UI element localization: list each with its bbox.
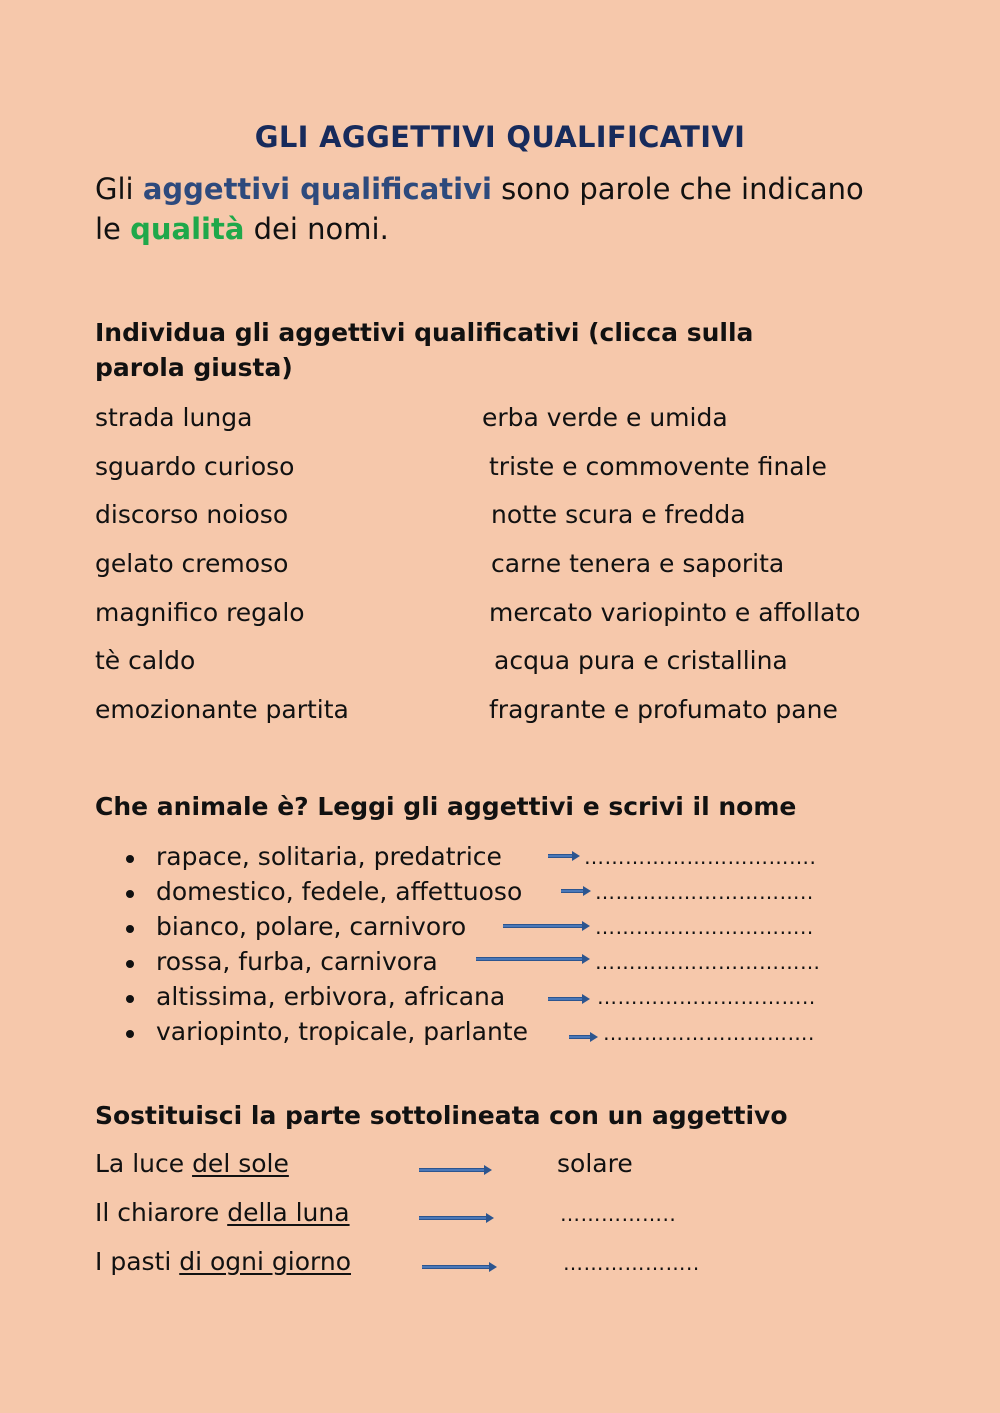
intro-line-1: Gli aggettivi qualificativi sono parole che indicano xyxy=(95,172,864,206)
exercise1-heading-line1: Individua gli aggettivi qualificativi (clicca sulla xyxy=(95,318,754,347)
phrase-left[interactable]: tè caldo xyxy=(95,646,196,675)
arrow-right-icon xyxy=(419,1216,494,1220)
phrase-right[interactable]: acqua pura e cristallina xyxy=(494,646,788,675)
exercise1-heading-line2: parola giusta) xyxy=(95,353,293,382)
bullet-dot xyxy=(126,960,134,968)
arrow-right-icon xyxy=(419,1168,492,1172)
phrase-row: Il chiarore della luna xyxy=(95,1198,350,1227)
answer-field[interactable]: ……………….. xyxy=(563,1251,700,1275)
animal-clue: bianco, polare, carnivoro xyxy=(156,912,467,941)
arrow-right-icon xyxy=(569,1035,598,1039)
bullet-dot xyxy=(126,890,134,898)
phrase-left[interactable]: magnifico regalo xyxy=(95,598,305,627)
phrase-row: La luce del sole xyxy=(95,1149,289,1178)
phrase-right[interactable]: erba verde e umida xyxy=(482,403,728,432)
exercise3-heading: Sostituisci la parte sottolineata con un aggettivo xyxy=(95,1101,788,1130)
phrase-left[interactable]: strada lunga xyxy=(95,403,253,432)
answer-field[interactable]: …………….. xyxy=(560,1202,677,1226)
animal-clue: rapace, solitaria, predatrice xyxy=(156,842,502,871)
intro-line-2: le qualità dei nomi. xyxy=(95,212,389,246)
page-title: GLI AGGETTIVI QUALIFICATIVI xyxy=(254,120,746,154)
phrase-left[interactable]: emozionante partita xyxy=(95,695,349,724)
animal-clue: domestico, fedele, affettuoso xyxy=(156,877,523,906)
animal-clue: altissima, erbivora, africana xyxy=(156,982,506,1011)
bullet-dot xyxy=(126,995,134,1003)
underlined-part: di ogni giorno xyxy=(179,1247,351,1276)
arrow-right-icon xyxy=(476,957,590,961)
phrase-left[interactable]: gelato cremoso xyxy=(95,549,289,578)
answer-blank[interactable]: …………………………… xyxy=(595,950,821,974)
arrow-right-icon xyxy=(422,1265,497,1269)
phrase-right[interactable]: mercato variopinto e affollato xyxy=(489,598,861,627)
answer-blank[interactable]: ………………………….. xyxy=(595,880,814,904)
phrase-right[interactable]: triste e commovente finale xyxy=(489,452,827,481)
bullet-dot xyxy=(126,855,134,863)
phrase-left[interactable]: sguardo curioso xyxy=(95,452,295,481)
phrase-right[interactable]: carne tenera e saporita xyxy=(491,549,785,578)
answer-blank[interactable]: …………………………. xyxy=(603,1021,815,1045)
answer-blank[interactable]: ………………………….. xyxy=(595,915,814,939)
answer-field[interactable]: solare xyxy=(557,1149,633,1178)
answer-blank[interactable]: ………………………….. xyxy=(597,985,816,1009)
animal-clue: rossa, furba, carnivora xyxy=(156,947,438,976)
bullet-dot xyxy=(126,1030,134,1038)
bullet-dot xyxy=(126,925,134,933)
underlined-part: della luna xyxy=(227,1198,350,1227)
phrase-right[interactable]: notte scura e fredda xyxy=(491,500,746,529)
arrow-right-icon xyxy=(548,997,590,1001)
arrow-right-icon xyxy=(503,924,590,928)
arrow-right-icon xyxy=(561,889,591,893)
phrase-row: I pasti di ogni giorno xyxy=(95,1247,351,1276)
phrase-left[interactable]: discorso noioso xyxy=(95,500,289,529)
animal-clue: variopinto, tropicale, parlante xyxy=(156,1017,528,1046)
exercise2-heading: Che animale è? Leggi gli aggettivi e scrivi il nome xyxy=(95,792,797,821)
phrase-right[interactable]: fragrante e profumato pane xyxy=(489,695,838,724)
arrow-right-icon xyxy=(548,854,580,858)
answer-blank[interactable]: ……………………………. xyxy=(584,845,817,869)
keyword-aggettivi-qualificativi: aggettivi qualificativi xyxy=(142,172,492,206)
keyword-qualita: qualità xyxy=(130,212,245,246)
underlined-part: del sole xyxy=(192,1149,289,1178)
